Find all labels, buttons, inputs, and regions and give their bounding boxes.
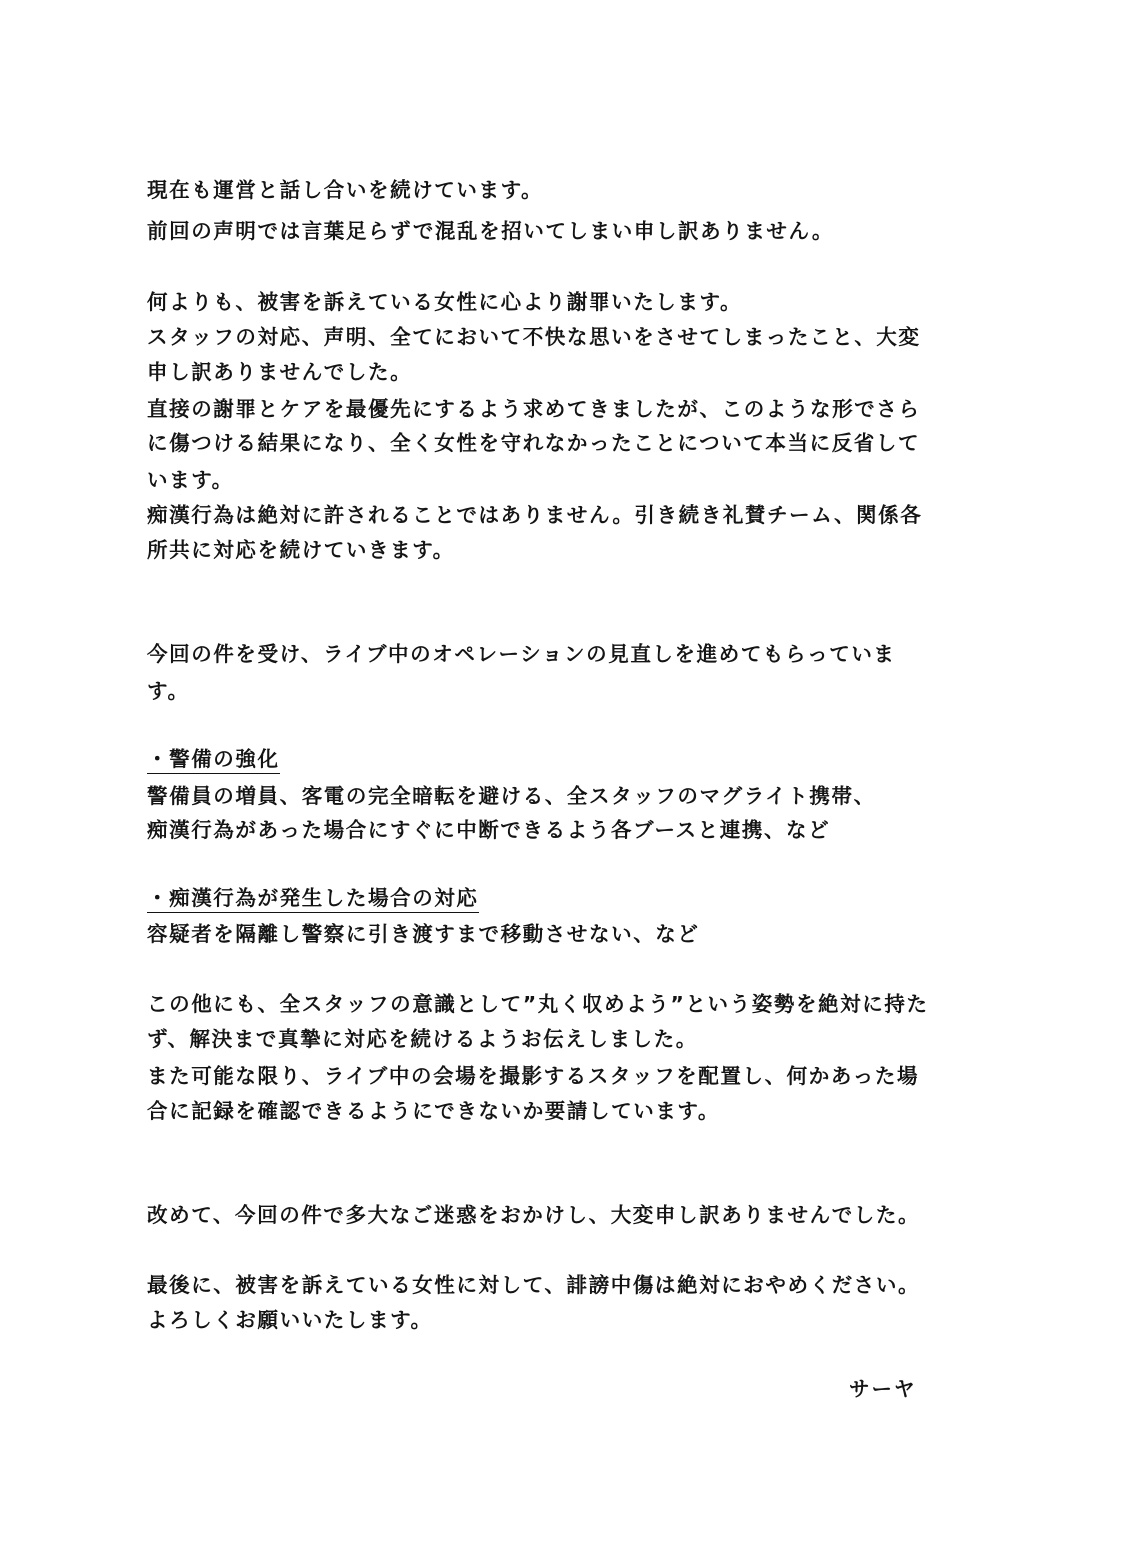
statement-document [147, 0, 987, 1559]
text-line: 容疑者を隔離し警察に引き渡すまで移動させない、など [147, 922, 700, 946]
section-heading: ・痴漢行為が発生した場合の対応 [147, 884, 479, 913]
text-line: います。 [147, 468, 234, 492]
text-line: 今回の件を受け、ライブ中のオペレーションの見直しを進めてもらっていま [147, 642, 896, 666]
text-line: 痴漢行為があった場合にすぐに中断できるよう各ブースと連携、など [147, 818, 831, 842]
text-line: この他にも、全スタッフの意識として”丸く収めよう”という姿勢を絶対に持た [147, 992, 929, 1016]
signature: サーヤ [849, 1377, 917, 1401]
text-line: 最後に、被害を訴えている女性に対して、誹謗中傷は絶対におやめください。 [147, 1273, 921, 1297]
text-line: 合に記録を確認できるようにできないか要請しています。 [147, 1099, 720, 1123]
section-heading: ・警備の強化 [147, 745, 280, 774]
text-line: す。 [147, 679, 190, 703]
text-line: 直接の謝罪とケアを最優先にするよう求めてきましたが、このような形でさら [147, 397, 921, 421]
text-line: 警備員の増員、客電の完全暗転を避ける、全スタッフのマグライト携帯、 [147, 784, 876, 808]
text-line: 改めて、今回の件で多大なご迷惑をおかけし、大変申し訳ありませんでした。 [147, 1203, 921, 1227]
text-line: 申し訳ありませんでした。 [147, 360, 413, 384]
text-line: また可能な限り、ライブ中の会場を撮影するスタッフを配置し、何かあった場 [147, 1064, 920, 1088]
text-line: 痴漢行為は絶対に許されることではありません。引き続き礼賛チーム、関係各 [147, 503, 923, 527]
text-line: 前回の声明では言葉足らずで混乱を招いてしまい申し訳ありません。 [147, 219, 834, 243]
text-line: 現在も運営と話し合いを続けています。 [147, 178, 544, 202]
text-line: 何よりも、被害を訴えている女性に心より謝罪いたします。 [147, 290, 743, 314]
text-line: に傷つける結果になり、全く女性を守れなかったことについて本当に反省して [147, 431, 921, 455]
text-line: スタッフの対応、声明、全てにおいて不快な思いをさせてしまったこと、大変 [147, 325, 921, 349]
text-line: 所共に対応を続けていきます。 [147, 538, 455, 562]
text-line: ず、解決まで真摯に対応を続けるようお伝えしました。 [147, 1027, 698, 1051]
text-line: よろしくお願いいたします。 [147, 1308, 433, 1332]
